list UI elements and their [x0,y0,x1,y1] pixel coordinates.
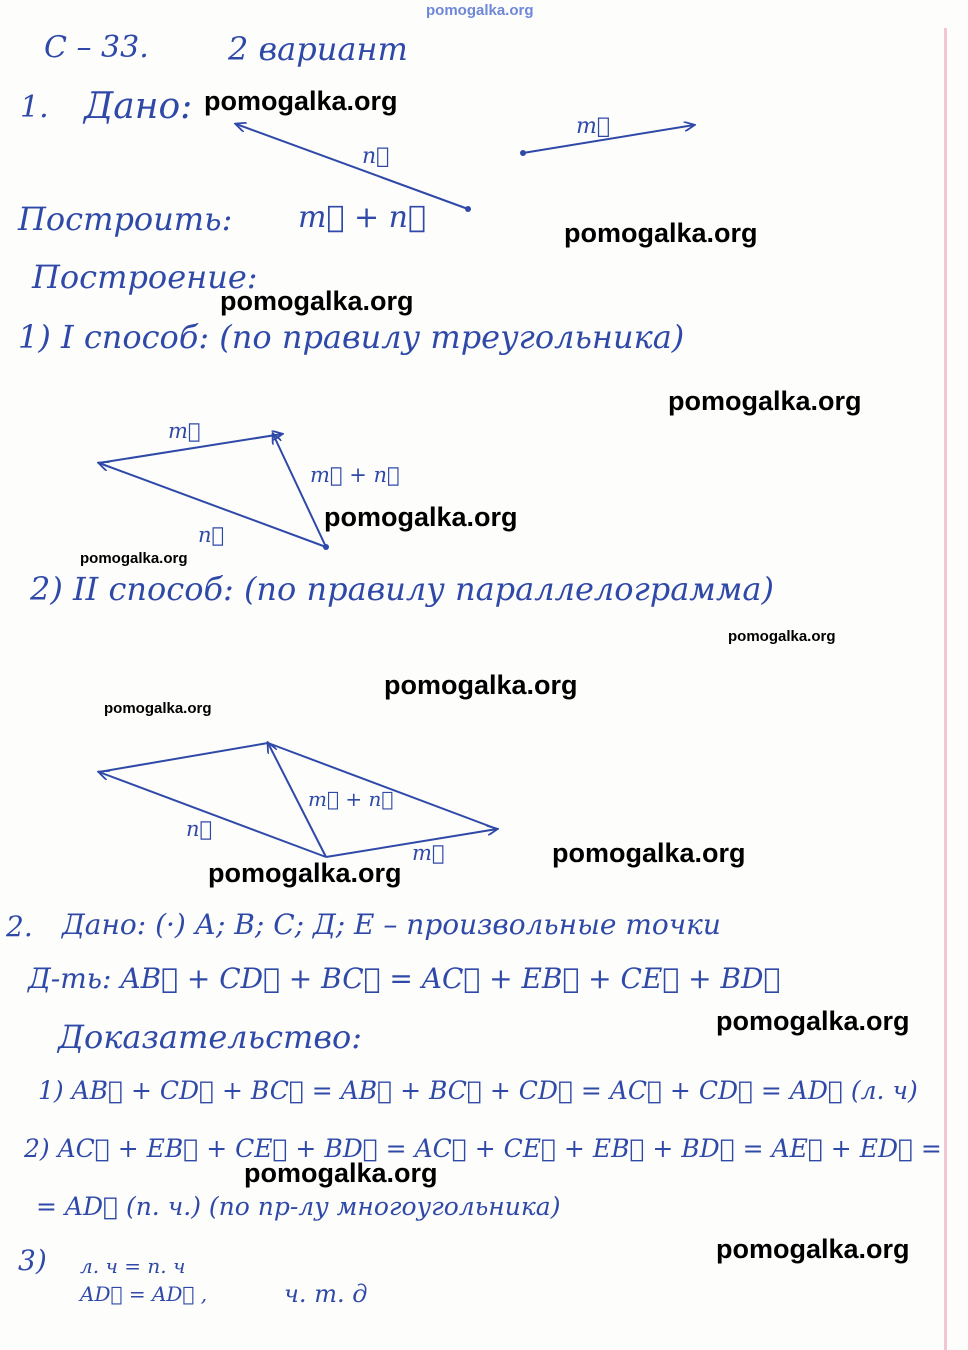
watermark: pomogalka.org [80,550,188,567]
watermark: pomogalka.org [204,86,398,116]
method1-heading: 1) I способ: (по правилу треугольника) [18,318,685,356]
proof-step-3-number: 3) [18,1244,47,1277]
proof-step-1: 1) AB⃗ + CD⃗ + BC⃗ = AB⃗ + BC⃗ + CD⃗ = AC⃗ + CD⃗ = AD⃗ (л. ч) [38,1076,918,1105]
worksheet-title: С – 33. [44,30,149,65]
parallelogram-label-m: m⃗ [412,841,445,865]
proof-step-3-bottom: AD⃗ = AD⃗ , [80,1282,208,1306]
task2-number: 2. [6,910,33,943]
proof-step-3-top: л. ч = п. ч [80,1254,186,1278]
vector-n-start-dot [465,206,471,212]
task2-prove: Д-ть: AB⃗ + CD⃗ + BC⃗ = AC⃗ + EB⃗ + CE⃗ + BD⃗ [28,962,781,995]
parallelogram-label-n: n⃗ [186,817,213,841]
vector-m-label: m⃗ [576,114,611,139]
construct-label: Построить: [18,200,233,238]
construction-label: Построение: [32,258,258,296]
watermark: pomogalka.org [244,1158,438,1188]
site-header-watermark: pomogalka.org [426,2,534,19]
task2-given: Дано: (·) А; В; С; Д; Е – произвольные точки [62,908,721,941]
proof-step-2b: = AD⃗ (п. ч.) (по пр-лу многоугольника) [36,1192,561,1221]
watermark: pomogalka.org [208,858,402,888]
variant-label: 2 вариант [228,30,408,68]
task1-given-label: Дано: [84,86,193,127]
watermark: pomogalka.org [552,838,746,868]
watermark: pomogalka.org [728,628,836,645]
task1-number: 1. [20,90,49,125]
watermark: pomogalka.org [716,1234,910,1264]
vector-m-start-dot [520,150,526,156]
vector-n-line [236,124,468,209]
watermark: pomogalka.org [324,502,518,532]
parallelogram-vector-n [99,772,326,857]
parallelogram-side-top [99,743,268,772]
parallelogram-rule-figure [0,720,968,880]
watermark: pomogalka.org [564,218,758,248]
watermark: pomogalka.org [104,700,212,717]
triangle-start-dot [323,544,329,550]
triangle-label-n: n⃗ [198,523,225,547]
proof-step-2a: 2) AC⃗ + EB⃗ + CE⃗ + BD⃗ = AC⃗ + CE⃗ + EB⃗ + BD⃗ = AE⃗ + ED⃗ = [24,1134,942,1163]
construct-expression: m⃗ + n⃗ [298,200,426,235]
triangle-rule-figure [0,400,968,560]
watermark: pomogalka.org [668,386,862,416]
watermark: pomogalka.org [384,670,578,700]
parallelogram-side-right [268,743,497,829]
method2-heading: 2) II способ: (по правилу параллелограмма) [30,570,774,608]
watermark: pomogalka.org [220,286,414,316]
vector-n-label: n⃗ [362,144,390,169]
parallelogram-label-sum: m⃗ + n⃗ [308,787,394,811]
proof-label: Доказательство: [58,1018,363,1056]
triangle-label-m: m⃗ [168,419,201,443]
qed-mark: ч. т. д [284,1280,368,1308]
triangle-label-sum: m⃗ + n⃗ [310,463,400,487]
watermark: pomogalka.org [716,1006,910,1036]
